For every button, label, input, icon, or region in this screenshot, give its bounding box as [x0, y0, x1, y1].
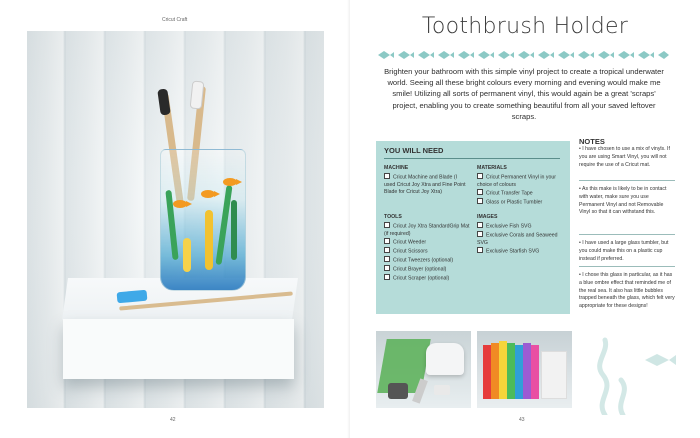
- material-item: Cricut Transfer Tape: [477, 189, 563, 198]
- checkbox-icon: [384, 265, 390, 271]
- note-item: • I have used a large glass tumbler, but you could make this on a plastic cup instead if preferred.: [579, 240, 669, 262]
- image-item: Exclusive Corals and Seaweed SVG: [477, 232, 558, 246]
- tools-heading: TOOLS: [384, 214, 402, 220]
- machine-item: Cricut Machine and Blade (I used Cricut Joy Xtra and Fine Point Blade for Cricut Joy Xtra): [384, 174, 466, 196]
- panel-heading: YOU WILL NEED: [384, 146, 444, 155]
- checkbox-icon: [477, 222, 483, 228]
- note-item: • I have chosen to use a mix of vinyls. If you are using Smart Vinyl, you will not require the use of a Cricut mat.: [579, 146, 670, 168]
- tools-photo: [376, 331, 471, 408]
- image-item: Exclusive Fish SVG: [477, 222, 563, 231]
- machine-heading: MACHINE: [384, 165, 409, 171]
- intro-paragraph: Brighten your bathroom with this simple vinyl project to create a tropical underwater world. Seeing all these bright colours every morning and evening would make me smile! Utilizing all sorts of permanent vinyl, this would again be a great 'scraps' project, enabling you to create something beautiful from all your saved leftover scraps.: [384, 67, 664, 121]
- checkbox-icon: [384, 256, 390, 262]
- toothbrush-holder-photo: [27, 31, 324, 408]
- checkbox-icon: [477, 173, 483, 179]
- tool-item: Cricut Joy Xtra StandardGrip Mat (if required): [384, 223, 470, 237]
- images-heading: IMAGES: [477, 214, 498, 220]
- note-item: • As this make is likely to be in contact with water, make sure you use Permanent Vinyl and not Removable Vinyl so that it can withstand this.: [579, 186, 667, 216]
- checkbox-icon: [477, 189, 483, 195]
- vinyl-rolls-photo: [477, 331, 572, 408]
- you-will-need-panel: [376, 141, 570, 314]
- tool-item: Cricut Weeder: [384, 238, 474, 247]
- image-item: Exclusive Starfish SVG: [477, 247, 563, 256]
- page-number-right: 43: [519, 417, 525, 423]
- decorated-glass: [160, 149, 246, 291]
- material-item: Cricut Permanent Vinyl in your choice of colours: [477, 174, 556, 188]
- checkbox-icon: [384, 173, 390, 179]
- material-item: Glass or Plastic Tumbler: [477, 198, 563, 207]
- shelf-front: [63, 319, 294, 379]
- tool-item: Cricut Brayer (optional): [384, 265, 474, 274]
- materials-heading: MATERIALS: [477, 165, 507, 171]
- tool-item: Cricut Scissors: [384, 247, 474, 256]
- checkbox-icon: [384, 222, 390, 228]
- checkbox-icon: [477, 247, 483, 253]
- checkbox-icon: [384, 274, 390, 280]
- page-number-left: 42: [170, 417, 176, 423]
- seaweed-decoration: [575, 330, 685, 415]
- page-title: Toothbrush Holder: [421, 14, 629, 39]
- checkbox-icon: [477, 231, 483, 237]
- note-item: • I chose this glass in particular, as it has a blue ombre effect that reminded me of the real sea. It also has little bubbles trapped beneath the glass, which felt very appropriate for these designs!: [579, 272, 675, 310]
- tool-item: Cricut Tweezers (optional): [384, 256, 474, 265]
- running-head: Cricut Craft: [162, 17, 188, 23]
- notes-heading: NOTES: [579, 137, 605, 146]
- checkbox-icon: [384, 238, 390, 244]
- fish-border-ornament: [376, 50, 671, 60]
- tool-item: Cricut Scraper (optional): [384, 274, 474, 283]
- checkbox-icon: [477, 198, 483, 204]
- checkbox-icon: [384, 247, 390, 253]
